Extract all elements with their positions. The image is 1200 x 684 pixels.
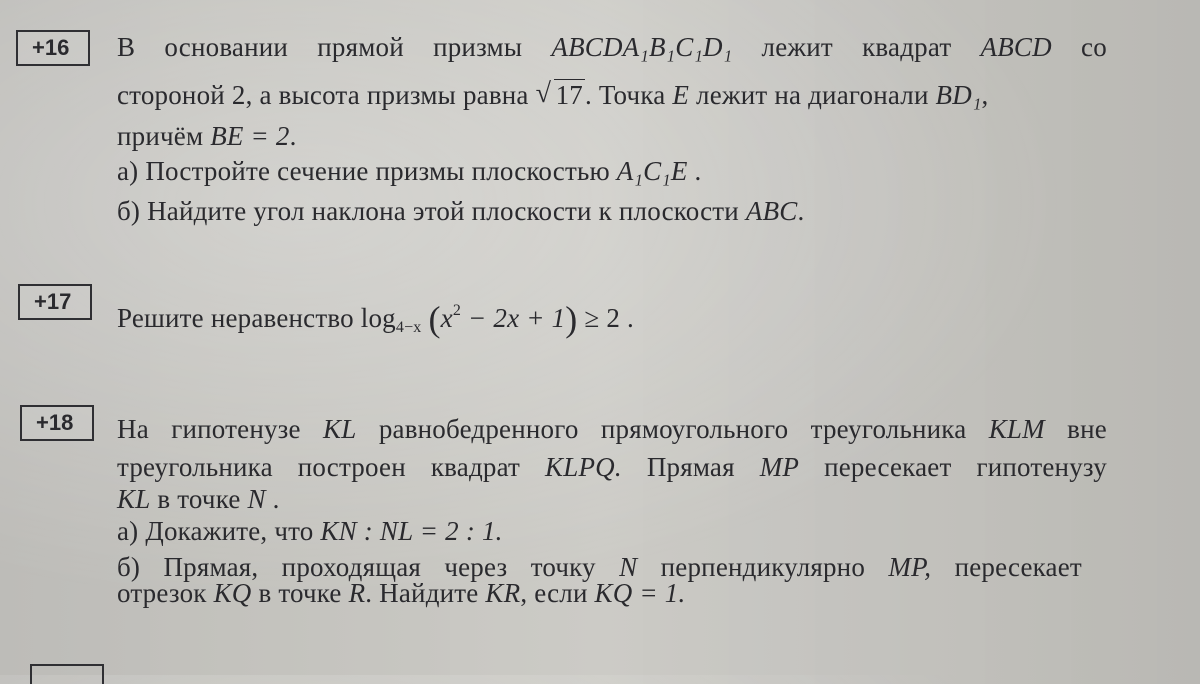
word: равнобедренного — [378, 414, 579, 444]
arg-rest: − 2x + 1 — [468, 303, 566, 333]
text: , если — [520, 578, 588, 608]
problem-16-line-1 — [117, 32, 1107, 63]
word: KL — [323, 414, 357, 444]
text: в точке — [258, 578, 342, 608]
word: прямоугольного — [600, 414, 789, 444]
text: причём — [117, 121, 204, 151]
ratio-expression: KN : NL = 2 : 1. — [320, 516, 503, 546]
word: KLM — [988, 414, 1045, 444]
equation-be: BE = 2 — [210, 121, 290, 151]
word: построен — [297, 452, 406, 482]
close-paren: ) — [565, 299, 578, 339]
plane-a1c1e: A₁C₁E — [616, 156, 688, 186]
segment-kl: KL — [117, 484, 151, 514]
word: перпендикулярно — [660, 552, 866, 582]
prism-name: ABCDA₁B₁C₁D₁ — [551, 32, 733, 62]
text: . — [289, 121, 297, 151]
word: Прямая, — [163, 552, 259, 582]
text: в точке — [157, 484, 241, 514]
word: лежит — [761, 32, 833, 62]
word: б) — [117, 552, 141, 582]
arg-power: 2 — [452, 302, 462, 319]
point-r: R — [348, 578, 366, 608]
open-paren: ( — [428, 299, 441, 339]
word: пересекает — [824, 452, 952, 482]
next-problem-number-box — [30, 664, 104, 684]
text: . — [272, 484, 280, 514]
segment-kr: KR — [485, 578, 521, 608]
word: квадрат — [862, 32, 952, 62]
square-name: ABCD — [980, 32, 1052, 62]
word: со — [1081, 32, 1107, 62]
word: прямой — [317, 32, 404, 62]
inequality-rhs: ≥ 2 . — [584, 303, 635, 333]
point-e: E — [672, 80, 690, 110]
word: гипотенузе — [171, 414, 301, 444]
word: точку — [530, 552, 596, 582]
segment-kq: KQ — [213, 578, 252, 608]
word: На — [117, 414, 149, 444]
sqrt-radicand: 17 — [555, 80, 583, 110]
problem-16-part-b — [117, 196, 804, 227]
problem-18-line-1 — [117, 414, 1107, 445]
arg-x: x — [440, 303, 453, 333]
problem-18-part-b-line-2 — [117, 578, 685, 609]
log-base: 4−x — [395, 319, 422, 336]
word: основании — [164, 32, 289, 62]
sqrt-expression — [536, 80, 585, 111]
word: треугольника — [810, 414, 967, 444]
problem-18-number: +18 — [20, 405, 94, 441]
word: KLPQ. — [545, 452, 622, 482]
word: треугольника — [117, 452, 273, 482]
word: вне — [1067, 414, 1107, 444]
text: а) Докажите, что — [117, 516, 314, 546]
point-n: N — [247, 484, 266, 514]
word: N — [619, 552, 638, 582]
text: . — [694, 156, 702, 186]
word: В — [117, 32, 136, 62]
word: проходящая — [281, 552, 421, 582]
problem-18-part-a — [117, 516, 503, 547]
word: MP — [759, 452, 800, 482]
text: лежит на диагонали — [696, 80, 929, 110]
problem-16-number: +16 — [16, 30, 90, 66]
log-function: log — [360, 303, 396, 333]
problem-18-line-3 — [117, 484, 280, 515]
text: . — [797, 196, 805, 226]
word: гипотенузу — [976, 452, 1107, 482]
text: а) Постройте сечение призмы плоскостью — [117, 156, 610, 186]
text: стороной 2, а высота призмы равна — [117, 80, 529, 110]
text: , — [981, 80, 989, 110]
word: призмы — [433, 32, 523, 62]
diagonal-name: BD₁ — [935, 80, 982, 110]
word: Прямая — [646, 452, 735, 482]
text: отрезок — [117, 578, 207, 608]
problem-16-line-3 — [117, 121, 297, 152]
problem-17-line — [117, 298, 634, 340]
problem-16-line-2 — [117, 80, 988, 111]
equation-kq: KQ = 1. — [594, 578, 686, 608]
word: квадрат — [430, 452, 521, 482]
text: . Найдите — [365, 578, 479, 608]
word: MP, — [888, 552, 932, 582]
problem-17-number: +17 — [18, 284, 92, 320]
text: б) Найдите угол наклона этой плоскости к плоскости — [117, 196, 739, 226]
text: Решите неравенство — [117, 303, 354, 333]
word: пересекает — [954, 552, 1082, 582]
word: через — [444, 552, 508, 582]
plane-abc: ABC — [745, 196, 798, 226]
text: . Точка — [584, 80, 666, 110]
problem-18-line-2 — [117, 452, 1107, 483]
problem-16-part-a — [117, 156, 701, 187]
